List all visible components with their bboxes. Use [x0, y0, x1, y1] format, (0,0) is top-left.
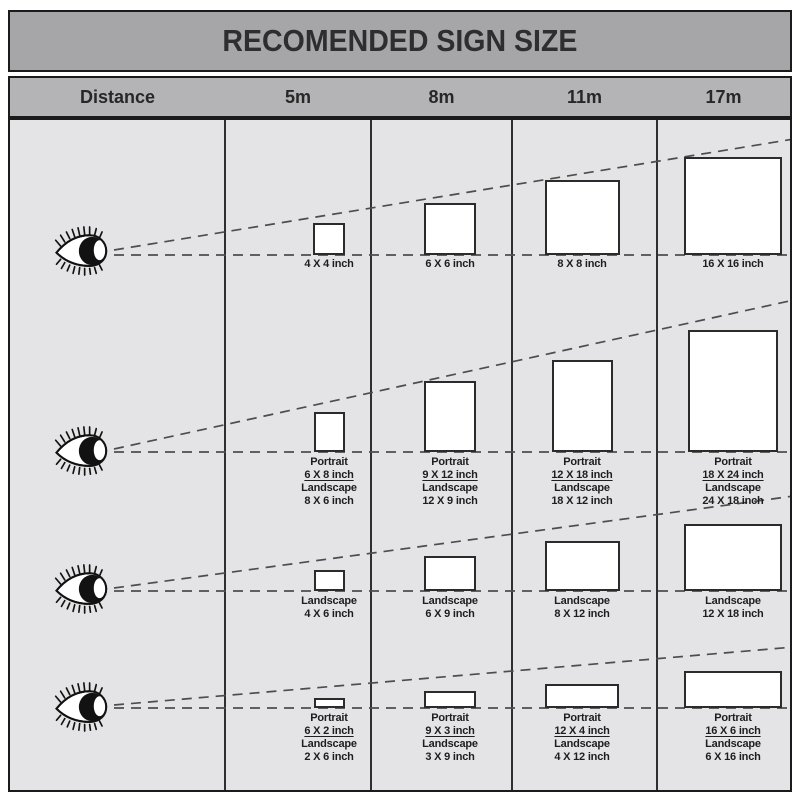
- sign-label-strip-17m: Portrait 16 X 6 inch Landscape 6 X 16 inch: [705, 712, 761, 763]
- distance-header-row: [8, 76, 792, 118]
- sign-label-square-11m: 8 X 8 inch: [557, 258, 607, 270]
- sign-label-portrait-5m: Portrait 6 X 8 inch Landscape 8 X 6 inch: [301, 456, 357, 507]
- sign-label-square-5m: 4 X 4 inch: [304, 258, 354, 270]
- sign-landscape-8m: [424, 556, 476, 591]
- sign-square-8m: [424, 203, 476, 255]
- sign-label-strip-11m: Portrait 12 X 4 inch Landscape 4 X 12 inch: [554, 712, 610, 763]
- sign-label-landscape-11m: Landscape 8 X 12 inch: [554, 595, 610, 620]
- sign-square-17m: [684, 157, 782, 255]
- sign-label-landscape-5m: Landscape 4 X 6 inch: [301, 595, 357, 620]
- header-5m: 5m: [284, 86, 311, 107]
- header-17m: 17m: [705, 86, 742, 107]
- page-title: RECOMENDED SIGN SIZE: [222, 23, 578, 58]
- header-11m: 11m: [566, 86, 603, 107]
- sign-label-landscape-8m: Landscape 6 X 9 inch: [422, 595, 478, 620]
- sign-label-square-8m: 6 X 6 inch: [425, 258, 475, 270]
- sign-label-portrait-11m: Portrait 12 X 18 inch Landscape 18 X 12 inch: [551, 456, 613, 507]
- sign-label-portrait-8m: Portrait 9 X 12 inch Landscape 12 X 9 inch: [422, 456, 478, 507]
- diagram-body: [8, 118, 792, 792]
- sign-strip-8m: [424, 691, 476, 708]
- signs-layer: [10, 120, 790, 790]
- sign-portrait-17m: [688, 330, 778, 452]
- sign-strip-5m: [314, 698, 345, 708]
- sign-label-strip-8m: Portrait 9 X 3 inch Landscape 3 X 9 inch: [422, 712, 478, 763]
- sign-label-strip-5m: Portrait 6 X 2 inch Landscape 2 X 6 inch: [301, 712, 357, 763]
- sign-landscape-11m: [545, 541, 620, 591]
- title-bar: [8, 10, 792, 72]
- sign-label-portrait-17m: Portrait 18 X 24 inch Landscape 24 X 18 inch: [702, 456, 764, 507]
- sign-landscape-5m: [314, 570, 345, 591]
- sign-landscape-17m: [684, 524, 782, 591]
- sign-portrait-8m: [424, 381, 476, 452]
- header-8m: 8m: [428, 86, 455, 107]
- header-distance: Distance: [79, 86, 156, 107]
- sign-square-11m: [545, 180, 620, 255]
- sign-label-square-17m: 16 X 16 inch: [702, 258, 764, 270]
- sign-portrait-11m: [552, 360, 613, 452]
- sign-square-5m: [313, 223, 345, 255]
- sign-strip-17m: [684, 671, 782, 708]
- sign-portrait-5m: [314, 412, 345, 452]
- sign-label-landscape-17m: Landscape 12 X 18 inch: [702, 595, 764, 620]
- sign-strip-11m: [545, 684, 619, 708]
